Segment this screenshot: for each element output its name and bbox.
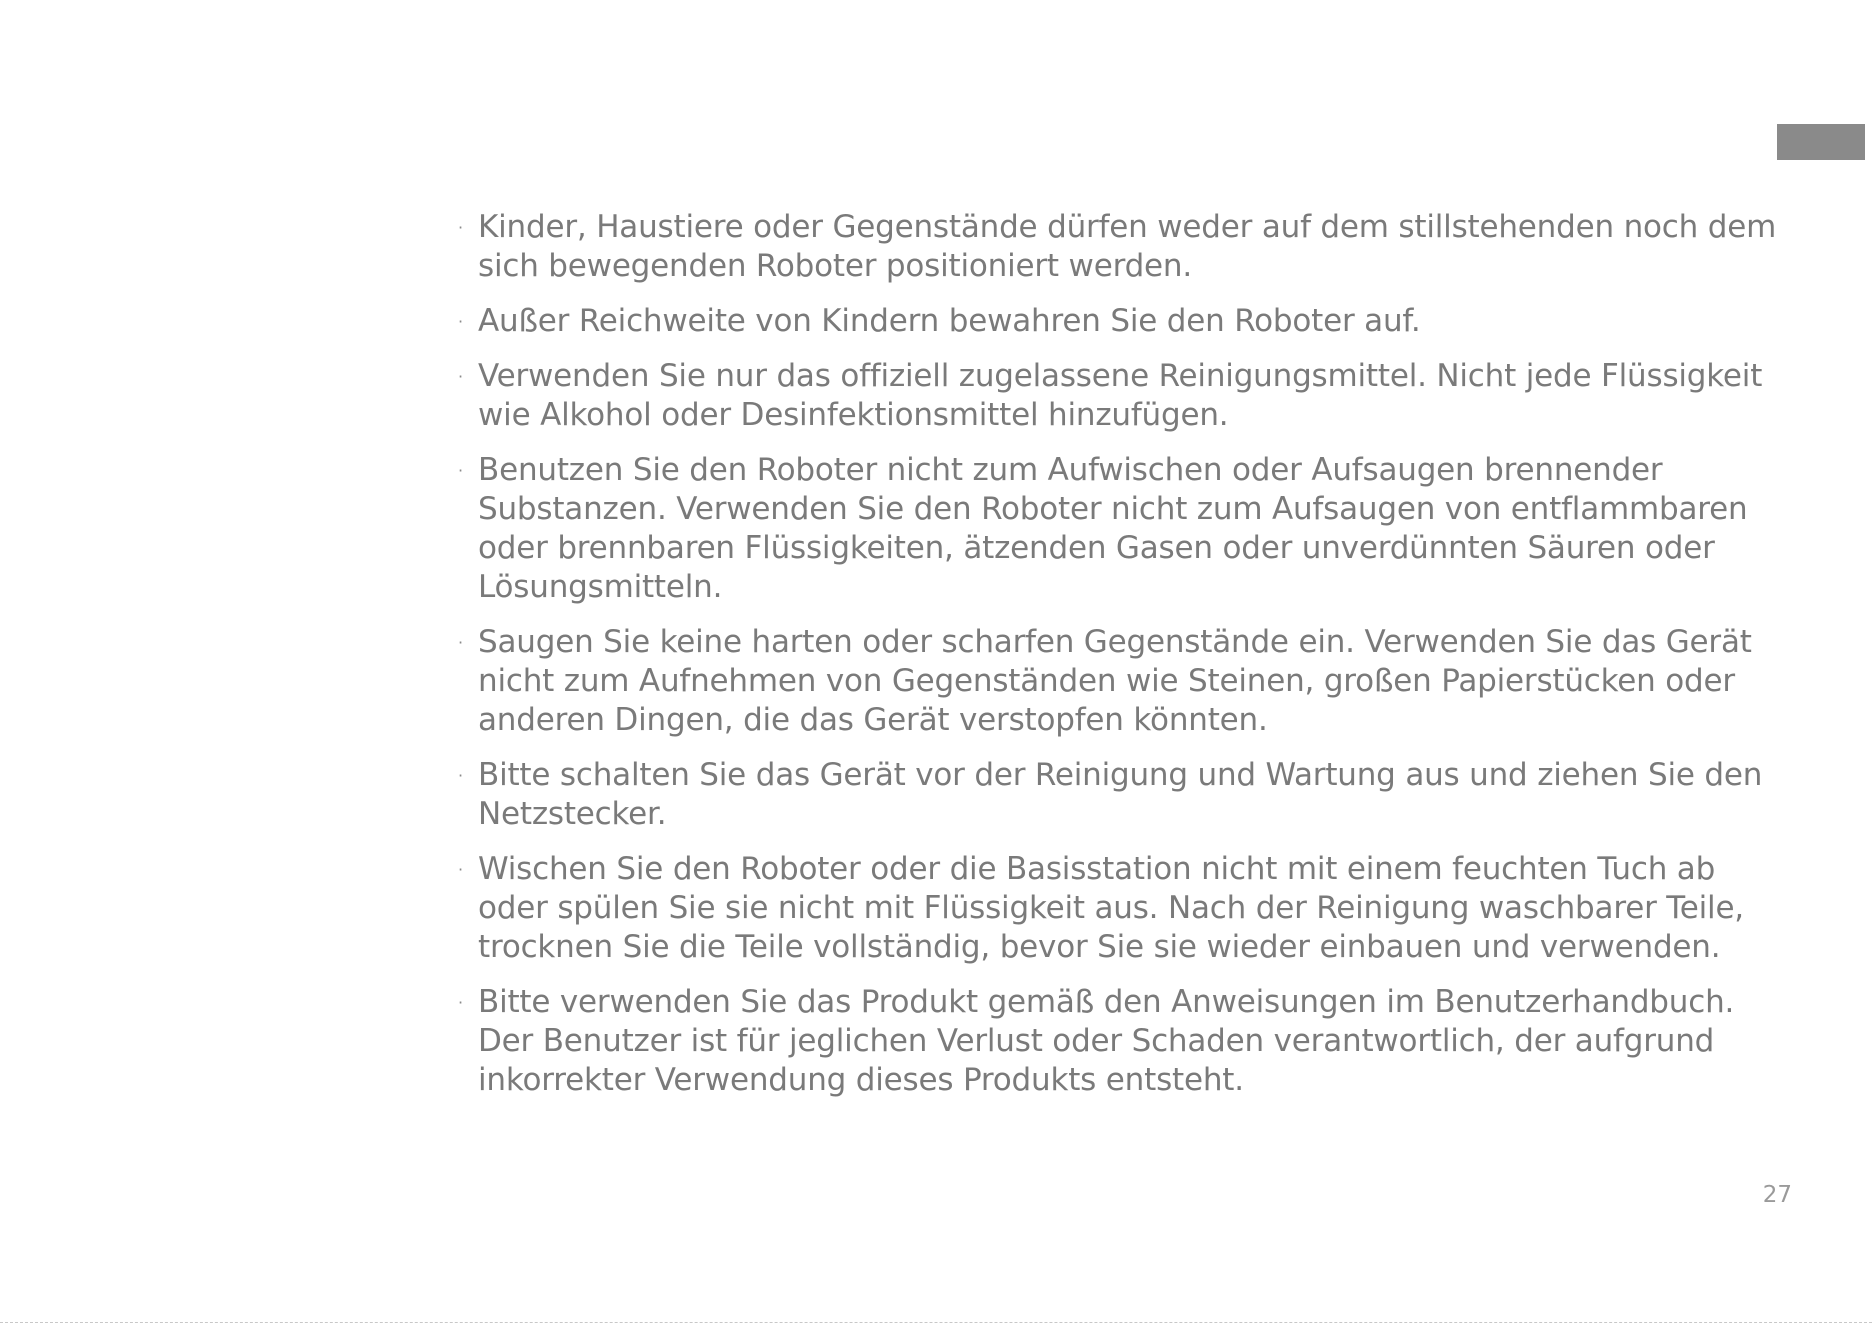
bullet-icon: · xyxy=(458,633,463,652)
bullet-icon: · xyxy=(458,218,463,237)
list-item-text: Außer Reichweite von Kindern bewahren Sie den Roboter auf. xyxy=(478,303,1421,339)
list-item xyxy=(455,623,1785,740)
list-item xyxy=(455,302,1785,341)
list-item-text: Bitte schalten Sie das Gerät vor der Reinigung und Wartung aus und ziehen Sie den Netzstecker. xyxy=(478,757,1763,832)
bullet-icon: · xyxy=(458,461,463,480)
page-number: 27 xyxy=(1762,1182,1792,1208)
list-item-text: Benutzen Sie den Roboter nicht zum Aufwischen oder Aufsaugen brennender Substanzen. Verwenden Sie den Roboter nicht zum Aufsaugen von entflammbaren oder brennbaren Flüssigkeiten, ätzenden Gasen oder unverdünnten Säuren oder Lösungsmitteln. xyxy=(478,452,1748,605)
bullet-icon: · xyxy=(458,860,463,879)
list-item xyxy=(455,451,1785,607)
list-item-text: Verwenden Sie nur das offiziell zugelassene Reinigungsmittel. Nicht jede Flüssigkeit wie Alkohol oder Desinfektionsmittel hinzufügen. xyxy=(478,358,1763,433)
section-tab-marker xyxy=(1777,124,1865,160)
list-item xyxy=(455,850,1785,967)
list-item xyxy=(455,357,1785,435)
bullet-icon: · xyxy=(458,367,463,386)
list-item-text: Saugen Sie keine harten oder scharfen Gegenstände ein. Verwenden Sie das Gerät nicht zum Aufnehmen von Gegenständen wie Steinen, großen Papierstücken oder anderen Dingen, die das Gerät verstopfen könnten. xyxy=(478,624,1752,738)
bullet-icon: · xyxy=(458,312,463,331)
bullet-icon: · xyxy=(458,766,463,785)
bullet-icon: · xyxy=(458,993,463,1012)
safety-instructions-list xyxy=(455,208,1785,1116)
list-item xyxy=(455,983,1785,1100)
bottom-divider xyxy=(0,1322,1872,1323)
list-item-text: Kinder, Haustiere oder Gegenstände dürfen weder auf dem stillstehenden noch dem sich bewegenden Roboter positioniert werden. xyxy=(478,209,1777,284)
list-item xyxy=(455,756,1785,834)
list-item-text: Wischen Sie den Roboter oder die Basisstation nicht mit einem feuchten Tuch ab oder spülen Sie sie nicht mit Flüssigkeit aus. Nach der Reinigung waschbarer Teile, trocknen Sie die Teile vollständig, bevor Sie sie wieder einbauen und verwenden. xyxy=(478,851,1744,965)
list-item-text: Bitte verwenden Sie das Produkt gemäß den Anweisungen im Benutzerhandbuch. Der Benutzer ist für jeglichen Verlust oder Schaden verantwortlich, der aufgrund inkorrekter Verwendung dieses Produkts entsteht. xyxy=(478,984,1735,1098)
list-item xyxy=(455,208,1785,286)
